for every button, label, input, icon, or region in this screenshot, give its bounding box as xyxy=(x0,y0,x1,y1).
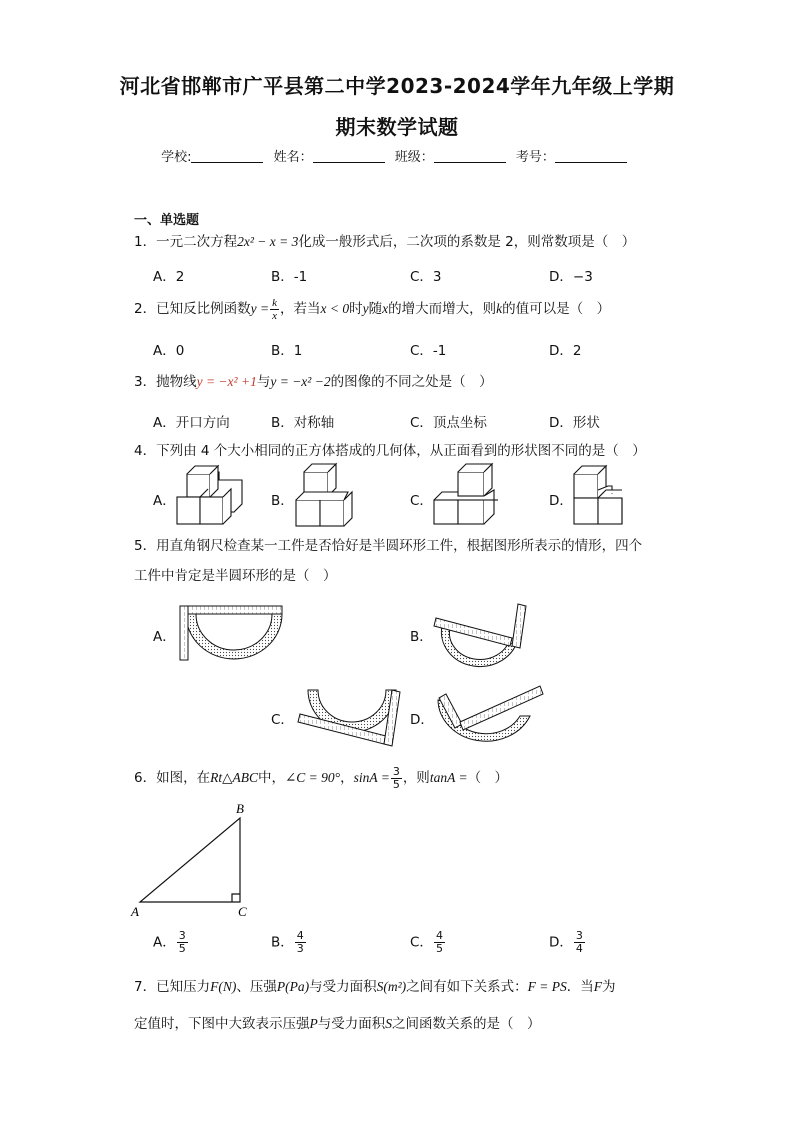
question-3: 3．抛物线y = −x² +1与y = −x² −2的图像的不同之处是（ ） xyxy=(134,374,493,390)
q5-option-c[interactable]: C． xyxy=(271,712,294,728)
q3-option-c[interactable]: C．顶点坐标 xyxy=(410,415,487,431)
question-1: 1．一元二次方程2x² − x = 3化成一般形式后，二次项的系数是 2，则常数项是（ ） xyxy=(134,234,636,250)
section-heading: 一、单选题 xyxy=(134,213,200,228)
question-5-line1: 5．用直角钢尺检查某一工件是否恰好是半圆环形工件，根据图形所表示的情形，四个 xyxy=(134,538,643,554)
q6-option-c[interactable]: C． $\frac{4}{5}$ xyxy=(410,929,443,955)
field-name-label: 姓名： xyxy=(273,150,313,165)
field-id-label: 考号： xyxy=(515,150,555,165)
q3-option-d[interactable]: D．形状 xyxy=(549,415,600,431)
q2-option-b[interactable]: B．1 xyxy=(271,343,303,359)
question-5-line2: 工件中肯定是半圆环形的是（ ） xyxy=(134,568,337,584)
right-angle-mark xyxy=(232,894,240,902)
q2-option-d[interactable]: D．2 xyxy=(549,343,582,359)
triangle-abc xyxy=(140,818,240,902)
q3-option-a[interactable]: A．开口方向 xyxy=(153,415,230,431)
q3-parabola-1: y = −x² +1 xyxy=(196,374,257,389)
q6-sin-fraction: $\frac{3}{5}$ xyxy=(392,764,400,791)
label-c: C xyxy=(238,904,247,919)
q1-option-a[interactable]: A．2 xyxy=(153,269,185,285)
q2-option-c[interactable]: C．-1 xyxy=(410,343,447,359)
q1-option-d[interactable]: D．−3 xyxy=(549,269,593,285)
q1-equation: 2x² − x = 3 xyxy=(237,234,299,249)
question-7-line2: 定值时，下图中大致表示压强P与受力面积S之间函数关系的是（ ） xyxy=(134,1016,541,1032)
q2-fraction: $\frac{k}{x}$ xyxy=(272,296,277,322)
q6-option-b[interactable]: B． $\frac{4}{3}$ xyxy=(271,929,304,955)
q3-parabola-2: y = −x² −2 xyxy=(270,374,331,389)
q4-option-d[interactable]: D． xyxy=(549,493,573,509)
page-title-line2: 期末数学试题 xyxy=(335,115,459,139)
question-7-line1: 7．已知压力F(N)、压强P(Pa)与受力面积S(m²)之间有如下关系式：F = PS．当F为 xyxy=(134,979,616,995)
field-school-label: 学校: xyxy=(161,150,192,165)
field-class-label: 班级： xyxy=(394,150,434,165)
question-4: 4．下列由 4 个大小相同的正方体搭成的几何体，从正面看到的形状图不同的是（ ） xyxy=(134,443,646,459)
question-6: 6．如图，在Rt△ABC中，∠C = 90°，sinA = $\frac{3}{5}$ ，则tanA =（ ） xyxy=(134,764,509,791)
question-2: 2．已知反比例函数y = $\frac{k}{x}$ ，若当x < 0时y随x的增大而增大，则k的值可以是（ ） xyxy=(134,296,611,322)
q3-option-b[interactable]: B．对称轴 xyxy=(271,415,335,431)
q1-option-c[interactable]: C．3 xyxy=(410,269,442,285)
q1-option-b[interactable]: B．-1 xyxy=(271,269,308,285)
label-b: B xyxy=(236,801,244,816)
q5-option-d[interactable]: D． xyxy=(410,712,434,728)
q4-option-b[interactable]: B． xyxy=(271,493,294,509)
label-a: A xyxy=(131,904,139,919)
q4-option-a[interactable]: A． xyxy=(153,493,176,509)
q5-option-a[interactable]: A． xyxy=(153,629,176,645)
q2-option-a[interactable]: A．0 xyxy=(153,343,185,359)
q5-option-b[interactable]: B． xyxy=(410,629,433,645)
q6-option-d[interactable]: D． $\frac{3}{4}$ xyxy=(549,929,583,955)
q6-option-a[interactable]: A． $\frac{3}{5}$ xyxy=(153,929,186,955)
q4-option-c[interactable]: C． xyxy=(410,493,433,509)
page-title: 河北省邯郸市广平县第二中学2023-2024学年九年级上学期 xyxy=(119,74,675,98)
